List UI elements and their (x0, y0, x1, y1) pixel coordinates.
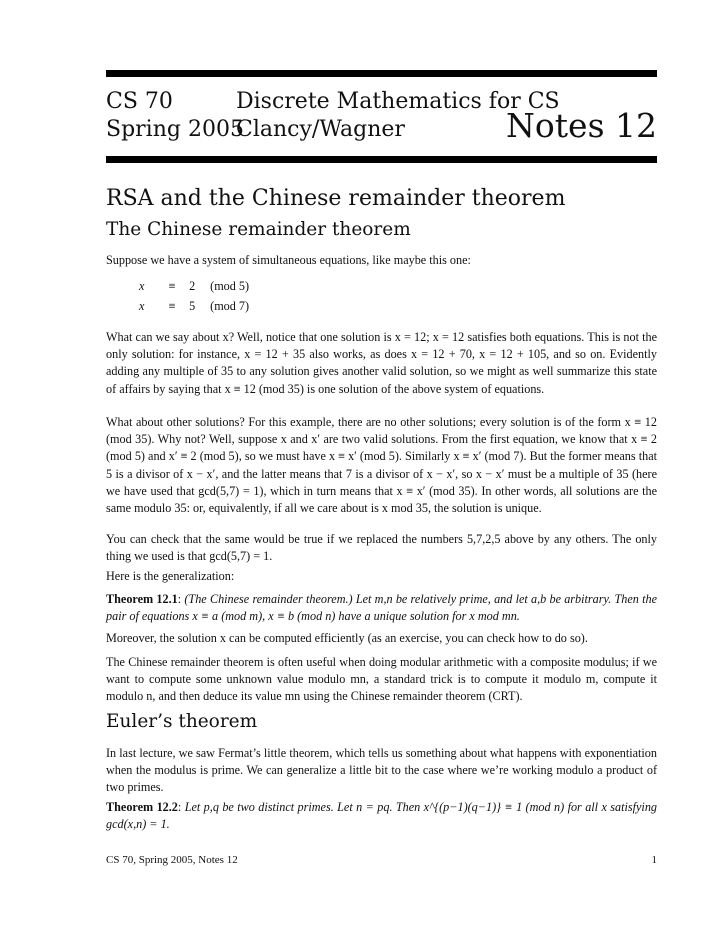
notes-label: Notes 12 (506, 106, 657, 145)
subsection-title-crt: The Chinese remainder theorem (106, 219, 411, 240)
theorem-12-1 (106, 591, 657, 625)
course-subject: Discrete Mathematics for CS (236, 89, 560, 114)
header-top-rule (106, 70, 657, 77)
equation-1-mod: (mod 5) (210, 279, 250, 293)
equation-1-lhs: x (139, 279, 145, 293)
theorem-12-2-colon: : (177, 800, 182, 814)
paragraph-fermat: In last lecture, we saw Fermat’s little theorem, which tells us something about what happens with exponentiation when the modulus is prime. We can generalize a little bit to the case where we’re working modulo a product of two primes. (106, 746, 657, 795)
paragraph-generalization: Here is the generalization: (106, 569, 235, 583)
equation-1-op: ≡ (168, 279, 176, 293)
equation-1 (139, 279, 249, 294)
section-title: RSA and the Chinese remainder theorem (106, 186, 566, 211)
paragraph-check: You can check that the same would be true if we replaced the numbers 5,7,2,5 above by any others. The only thing we used is that gcd(5,7) = 1. (106, 532, 657, 564)
theorem-12-1-body: (The Chinese remainder theorem.) Let m,n be relatively prime, and let a,b be arbitrary. Then the pair of equations x ≡ a (mod m), x ≡ b (mod n) have a unique solution for x mod mn. (106, 592, 658, 624)
theorem-12-2 (106, 799, 657, 833)
paragraph-one-solution: What can we say about x? Well, notice that one solution is x = 12; x = 12 satisfies both equations. This is not the only solution: for instance, x = 12 + 35 also works, as does x = 12 + 70, x = 12 + 105, and so on. Evidently adding any multiple of 35 to any solution gives another valid solution, so we might as well summarize this state of affairs by saying that x ≡ 12 (mod 35) is one solution of the above system of equations. (106, 330, 657, 396)
footer-text: CS 70, Spring 2005, Notes 12 (106, 854, 238, 866)
theorem-12-1-colon: : (177, 592, 182, 606)
equation-2-op: ≡ (168, 299, 176, 313)
subsection-title-euler: Euler’s theorem (106, 711, 258, 732)
paragraph-crt-usage: The Chinese remainder theorem is often useful when doing modular arithmetic with a composite modulus; if we want to compute some unknown value modulo mn, a standard trick is to compute it modulo m, compute it modulo n, and then deduce its value mn using the Chinese remainder theorem (CRT). (106, 655, 657, 704)
paragraph-efficient: Moreover, the solution x can be computed efficiently (as an exercise, you can check how to do so). (106, 631, 588, 645)
page-number: 1 (651, 854, 657, 866)
equation-2-mod: (mod 7) (210, 299, 250, 313)
theorem-12-1-title: Theorem 12.1 (106, 592, 178, 606)
theorem-12-2-body: Let p,q be two distinct primes. Let n = pq. Then x^{(p−1)(q−1)} ≡ 1 (mod n) for all x satisfying gcd(x,n) = 1. (106, 800, 658, 832)
equation-1-rhs: 2 (189, 279, 196, 293)
intro-paragraph: Suppose we have a system of simultaneous equations, like maybe this one: (106, 253, 471, 267)
course-term: Spring 2005 (106, 117, 244, 142)
equation-2 (139, 299, 249, 314)
equation-2-lhs: x (139, 299, 145, 313)
equation-2-rhs: 5 (189, 299, 196, 313)
course-code: CS 70 (106, 89, 173, 114)
course-instructors: Clancy/Wagner (236, 117, 405, 142)
header-bottom-rule (106, 156, 657, 163)
paragraph-other-solutions: What about other solutions? For this example, there are no other solutions; every solution is of the form x ≡ 12 (mod 35). Why not? Well, suppose x and x′ are two valid solutions. From the first equation, we know that x ≡ 2 (mod 5) and x′ ≡ 2 (mod 5), so we must have x ≡ x′ (mod 5). Similarly x ≡ x′ (mod 7). But the former means that 5 is a divisor of x − x′, and the latter means that 7 is a divisor of x − x′, so x − x′ must be a multiple of 35 (here we have used that gcd(5,7) = 1), which in turn means that x ≡ x′ (mod 35). In other words, all solutions are the same modulo 35: or, equivalently, if all we care about is x mod 35, the solution is unique. (106, 415, 657, 516)
theorem-12-2-title: Theorem 12.2 (106, 800, 178, 814)
